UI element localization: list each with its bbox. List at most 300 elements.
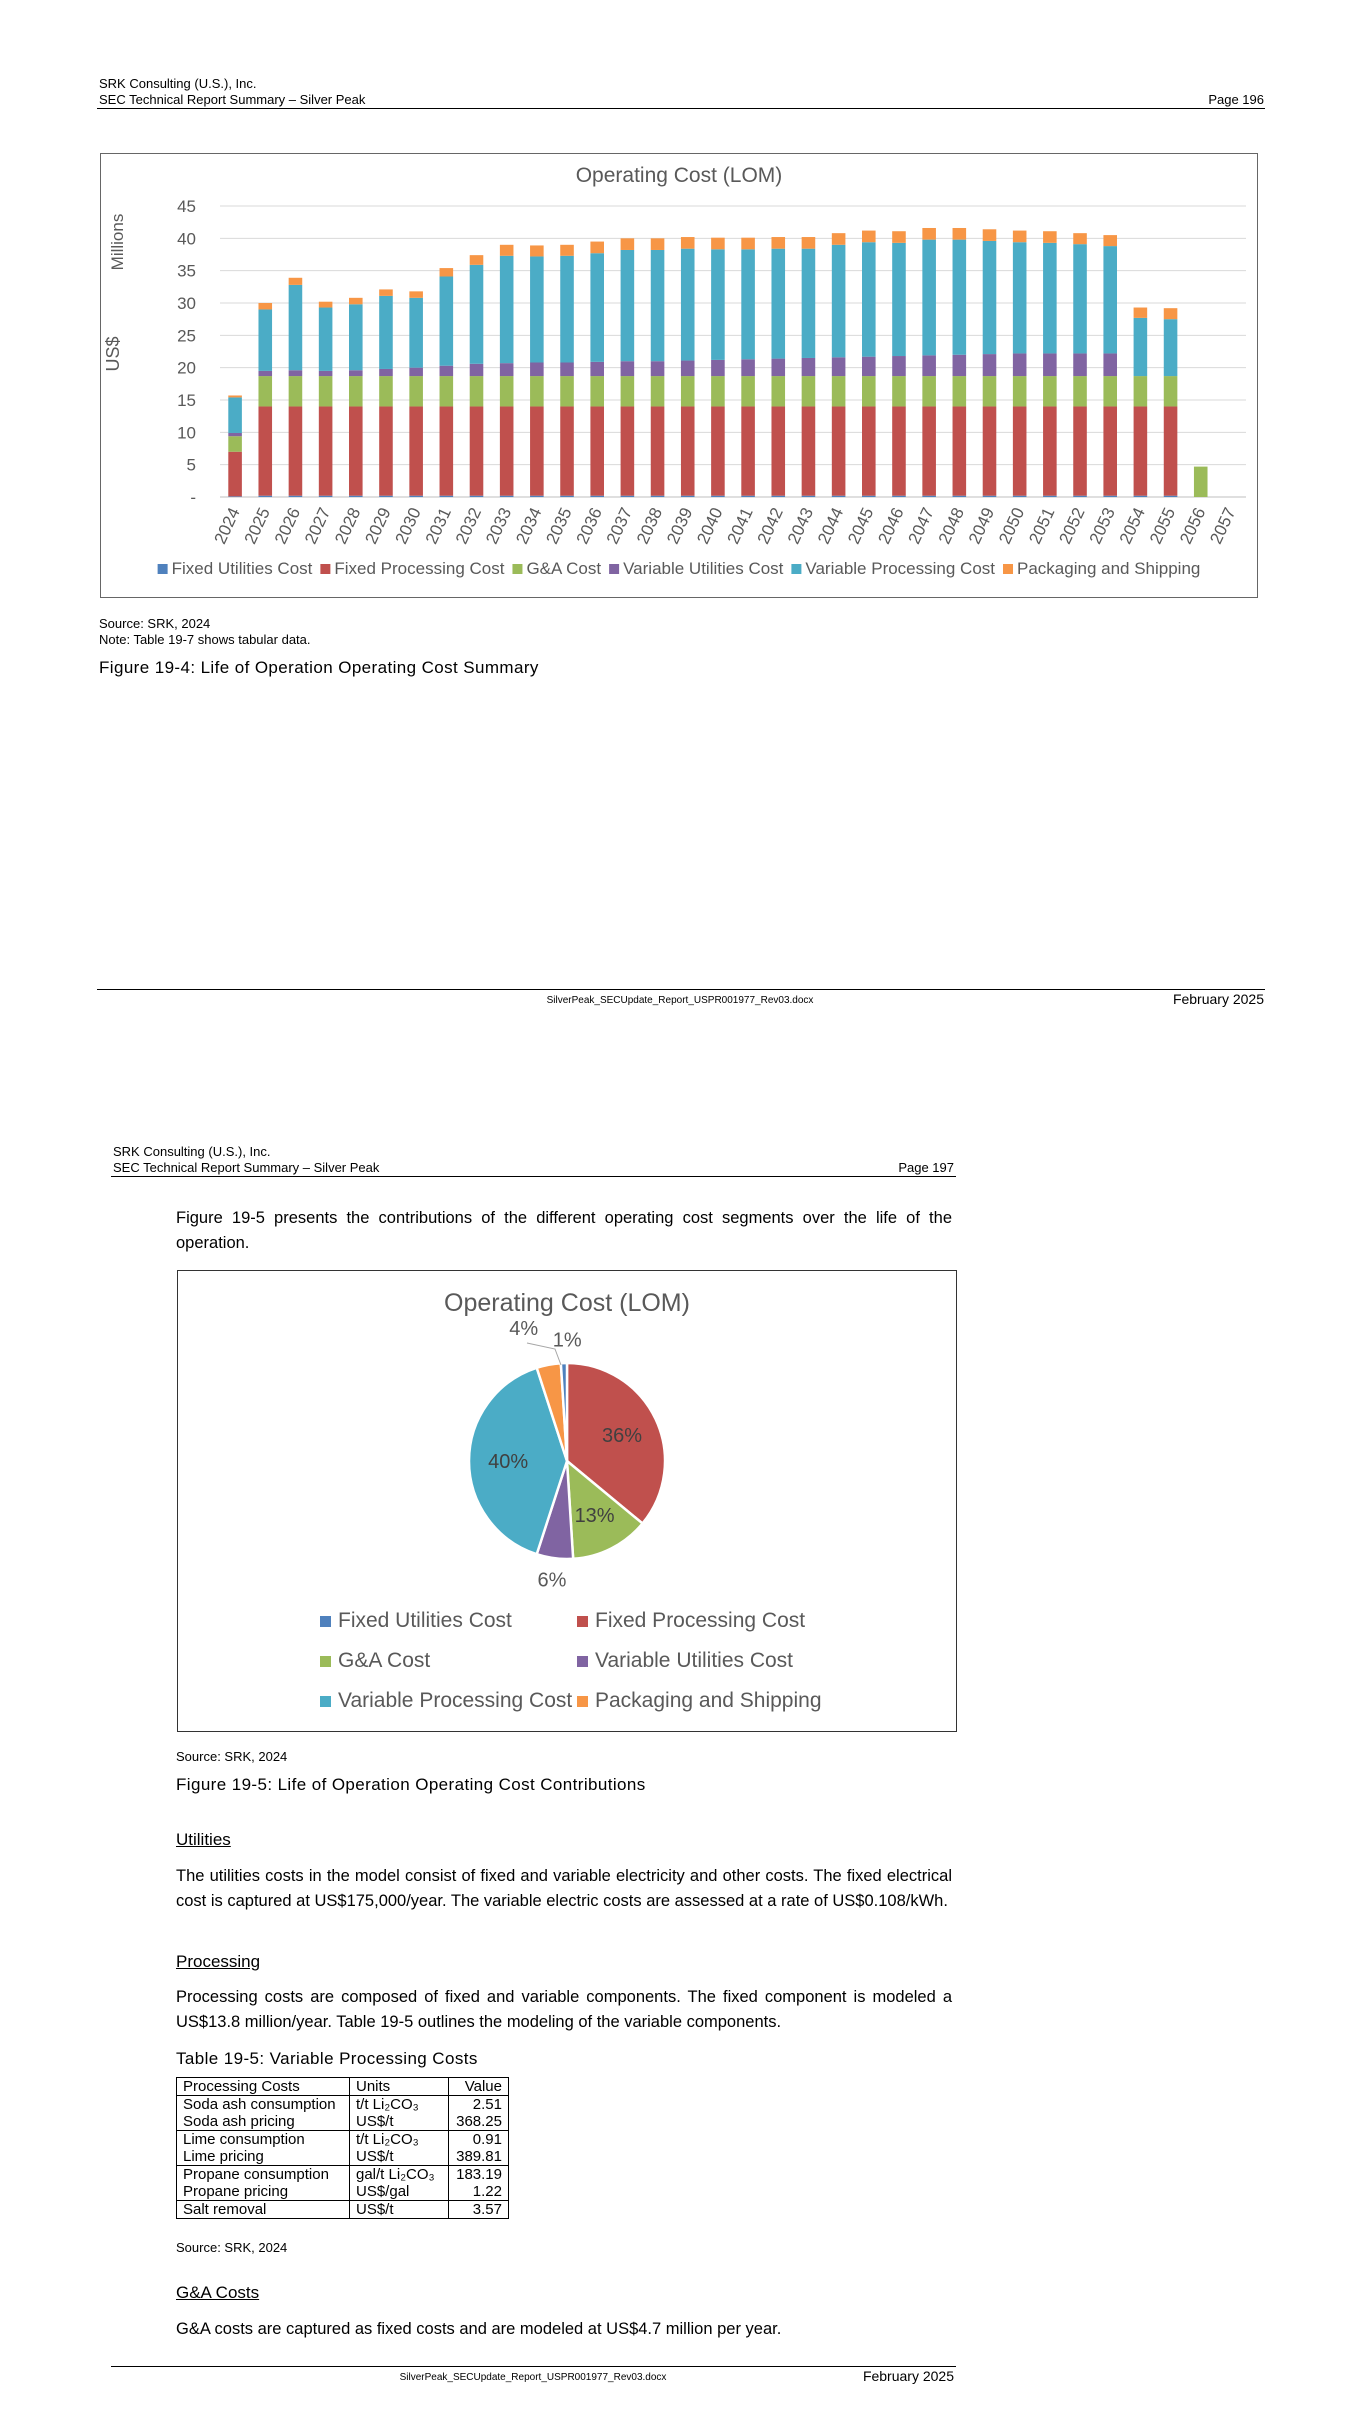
bar-segment [440, 276, 454, 365]
bar-segment [802, 237, 816, 249]
x-tick-label: 2042 [753, 504, 787, 547]
bar-segment [409, 496, 423, 497]
bar-segment [1194, 467, 1208, 497]
pie-legend-swatch [320, 1656, 331, 1667]
pie-legend-swatch [320, 1696, 331, 1707]
x-tick-label: 2050 [995, 504, 1029, 547]
bar-segment [590, 362, 604, 376]
bar-segment [560, 362, 574, 376]
x-tick-label: 2043 [783, 504, 818, 547]
bar-segment [379, 496, 393, 497]
intro-paragraph: Figure 19-5 presents the contributions of the different operating cost segments over the life of the operation. [176, 1209, 952, 1252]
bar-segment [379, 369, 393, 376]
operating-cost-pie-chart [178, 1271, 956, 1731]
table-header-row [177, 2078, 509, 2096]
legend-entry [158, 559, 313, 578]
bar-segment [922, 228, 936, 240]
legend-label: Variable Utilities Cost [623, 559, 784, 578]
pie-chart-title: Operating Cost (LOM) [444, 1289, 690, 1317]
table-header-cell: Processing Costs [177, 2078, 350, 2096]
x-tick-label: 2035 [542, 504, 576, 547]
table-row [177, 2096, 509, 2114]
x-tick-label: 2031 [421, 504, 455, 547]
bar-segment [409, 298, 423, 368]
bar-segment [711, 360, 725, 376]
bar-segment [289, 376, 303, 406]
pie-legend-label: G&A Cost [338, 1649, 431, 1672]
page1-header-report: SEC Technical Report Summary – Silver Peak [99, 92, 366, 107]
bar-segment [440, 366, 454, 376]
bar-segment [892, 496, 906, 497]
bar-segment [1043, 353, 1057, 376]
bar-segment [651, 238, 665, 250]
bar-segment [1073, 406, 1087, 495]
y-tick-label: 15 [177, 391, 196, 410]
bar-segment [258, 303, 272, 309]
bar-segment [379, 296, 393, 369]
bar-segment [1134, 308, 1148, 318]
table-header-cell: Units [350, 2078, 449, 2096]
bar-segment [983, 354, 997, 376]
bar-segment [711, 238, 725, 250]
bar-segment [349, 496, 363, 497]
bar-segment [530, 376, 544, 406]
bar-segment [741, 496, 755, 497]
bar-segment [1103, 406, 1117, 495]
pie-legend-swatch [320, 1616, 331, 1627]
operating-cost-bar-chart [101, 154, 1257, 597]
pie-legend-entry [320, 1689, 572, 1712]
bar-chart-title: Operating Cost (LOM) [575, 164, 783, 187]
bar-segment [802, 358, 816, 376]
bar-segment [440, 496, 454, 497]
pie-data-label: 36% [601, 1425, 642, 1448]
page2-source: Source: SRK, 2024 [176, 1749, 288, 1764]
bar-segment [440, 268, 454, 276]
bar-segment [319, 308, 333, 371]
table-cell: Soda ash consumption [177, 2096, 350, 2114]
bar-segment [1013, 242, 1027, 353]
bar-segment [832, 376, 846, 406]
bar-segment [258, 406, 272, 495]
page1-source: Source: SRK, 2024 [99, 616, 211, 631]
pie-legend-swatch [577, 1616, 588, 1627]
bar-segment [500, 406, 514, 495]
bar-chart-y-label: US$ [103, 336, 123, 372]
bar-segment [832, 245, 846, 358]
x-tick-label: 2057 [1206, 504, 1240, 547]
x-tick-label: 2026 [270, 504, 305, 547]
x-tick-label: 2038 [632, 504, 667, 547]
x-tick-label: 2040 [693, 504, 727, 547]
bar-segment [1013, 231, 1027, 243]
bar-segment [289, 370, 303, 376]
bar-segment [409, 368, 423, 376]
bar-segment [1073, 376, 1087, 406]
bar-segment [560, 245, 574, 256]
x-tick-label: 2025 [240, 504, 274, 547]
bar-segment [530, 362, 544, 376]
legend-label: Fixed Utilities Cost [171, 559, 313, 578]
bar-segment [953, 228, 967, 240]
table-cell: US$/t [350, 2201, 449, 2219]
table-cell: 0.91 [449, 2131, 509, 2149]
pie-legend-entry [577, 1649, 793, 1672]
bar-segment [862, 242, 876, 356]
pie-data-label: 13% [574, 1505, 615, 1528]
x-tick-label: 2056 [1176, 504, 1210, 547]
bar-segment [862, 376, 876, 406]
bar-segment [470, 376, 484, 406]
pie-legend-entry [320, 1609, 512, 1632]
bar-segment [621, 250, 635, 361]
bar-segment [319, 376, 333, 406]
bar-segment [319, 406, 333, 495]
bar-segment [500, 363, 514, 376]
bar-segment [590, 376, 604, 406]
bar-segment [500, 245, 514, 256]
bar-segment [1103, 496, 1117, 497]
table-cell: Lime pricing [177, 2148, 350, 2166]
bar-segment [590, 406, 604, 495]
legend-entry [609, 559, 784, 578]
table-cell: Salt removal [177, 2201, 350, 2219]
bar-segment [500, 376, 514, 406]
bar-segment [771, 496, 785, 497]
bar-segment [651, 361, 665, 376]
y-tick-label: 40 [177, 229, 196, 249]
legend-swatch [791, 564, 801, 574]
ga-heading: G&A Costs [176, 2283, 260, 2302]
bar-segment [228, 496, 242, 497]
page2-footer-filename: SilverPeak_SECUpdate_Report_USPR001977_Rev03.docx [399, 2372, 667, 2383]
table-row [177, 2183, 509, 2201]
table-row [177, 2148, 509, 2166]
bar-segment [832, 357, 846, 376]
x-tick-label: 2045 [844, 504, 878, 547]
table-cell: 389.81 [449, 2148, 509, 2166]
bar-segment [228, 433, 242, 436]
pie-data-label: 1% [552, 1329, 582, 1352]
bar-segment [349, 304, 363, 370]
bar-segment [319, 496, 333, 497]
bar-segment [560, 256, 574, 363]
x-tick-label: 2027 [301, 504, 335, 547]
y-tick-label: 30 [177, 294, 196, 313]
bar-segment [892, 356, 906, 376]
y-tick-label: - [190, 488, 196, 507]
bar-segment [289, 496, 303, 497]
bar-segment [590, 242, 604, 254]
bar-segment [892, 231, 906, 243]
bar-segment [289, 285, 303, 370]
x-tick-label: 2053 [1085, 504, 1119, 547]
page1-figure-caption: Figure 19-4: Life of Operation Operating Cost Summary [99, 658, 539, 677]
bar-segment [651, 406, 665, 495]
bar-segment [711, 496, 725, 497]
bar-segment [1134, 376, 1148, 406]
legend-label: Variable Processing Cost [805, 559, 996, 578]
legend-label: G&A Cost [526, 559, 602, 578]
y-tick-label: 5 [186, 455, 196, 475]
bar-segment [1164, 376, 1178, 406]
bar-segment [349, 376, 363, 406]
bar-segment [832, 496, 846, 497]
page2-figure-caption: Figure 19-5: Life of Operation Operating Cost Contributions [176, 1775, 646, 1794]
legend-label: Fixed Processing Cost [334, 559, 505, 578]
page2-header-company: SRK Consulting (U.S.), Inc. [113, 1144, 271, 1159]
bar-segment [922, 376, 936, 406]
y-tick-label: 45 [177, 197, 196, 216]
page2-header-rule [111, 1176, 956, 1177]
page2-header-report: SEC Technical Report Summary – Silver Peak [113, 1160, 380, 1175]
table-cell: 183.19 [449, 2166, 509, 2184]
pie-legend-label: Packaging and Shipping [595, 1689, 822, 1712]
legend-entry [320, 559, 504, 578]
bar-segment [349, 370, 363, 376]
bar-segment [741, 238, 755, 250]
table-row [177, 2166, 509, 2184]
bar-segment [379, 406, 393, 495]
bar-segment [983, 229, 997, 241]
bar-segment [560, 376, 574, 406]
x-tick-label: 2029 [361, 504, 395, 547]
y-tick-label: 25 [177, 326, 196, 346]
bar-segment [1043, 376, 1057, 406]
bar-segment [1103, 376, 1117, 406]
bar-chart-frame [100, 153, 1258, 598]
bar-segment [560, 496, 574, 497]
bar-segment [530, 245, 544, 256]
x-tick-label: 2047 [904, 504, 938, 547]
bar-segment [590, 253, 604, 362]
pie-legend-entry [320, 1649, 430, 1672]
table-cell: US$/gal [350, 2183, 449, 2201]
legend-swatch [512, 564, 522, 574]
bar-segment [1164, 496, 1178, 497]
page2-header-page-number: Page 197 [898, 1160, 954, 1175]
pie-legend-entry [577, 1689, 822, 1712]
bar-segment [771, 249, 785, 359]
bar-segment [953, 355, 967, 376]
bar-segment [681, 406, 695, 495]
bar-segment [892, 406, 906, 495]
table-cell: 1.22 [449, 2183, 509, 2201]
page1-note: Note: Table 19-7 shows tabular data. [99, 632, 311, 647]
bar-segment [258, 496, 272, 497]
utilities-paragraph: The utilities costs in the model consist of fixed and variable electricity and other costs. The fixed electrical cost is captured at US$175,000/year. The variable electric costs are assessed at a rate of US$0.108/kWh. [176, 1867, 952, 1910]
x-tick-label: 2048 [934, 504, 968, 547]
x-tick-label: 2024 [210, 504, 244, 547]
bar-segment [741, 359, 755, 376]
bar-segment [1073, 233, 1087, 244]
bar-segment [953, 496, 967, 497]
bar-segment [1134, 496, 1148, 497]
bar-segment [1013, 353, 1027, 376]
bar-segment [802, 249, 816, 358]
pie-data-label: 4% [509, 1318, 539, 1341]
page1-footer-rule [97, 989, 1265, 990]
bar-segment [621, 361, 635, 376]
x-tick-label: 2054 [1115, 504, 1150, 547]
table-caption: Table 19-5: Variable Processing Costs [176, 2049, 478, 2068]
bar-segment [621, 376, 635, 406]
bar-segment [470, 364, 484, 376]
bar-segment [228, 436, 242, 452]
bar-segment [922, 355, 936, 376]
bar-segment [470, 255, 484, 265]
bar-segment [349, 406, 363, 495]
pie-legend-label: Fixed Processing Cost [595, 1609, 806, 1632]
bar-segment [319, 302, 333, 308]
bar-segment [1103, 246, 1117, 353]
bar-segment [409, 376, 423, 406]
bar-segment [1164, 406, 1178, 495]
x-tick-label: 2046 [874, 504, 908, 547]
bar-segment [1073, 244, 1087, 353]
pie-legend-label: Fixed Utilities Cost [338, 1609, 512, 1632]
bar-segment [409, 406, 423, 495]
bar-segment [862, 357, 876, 376]
x-tick-label: 2049 [964, 504, 999, 547]
table-cell: t/t Li₂CO₃ [350, 2131, 449, 2149]
table-cell: Propane consumption [177, 2166, 350, 2184]
table-cell: Lime consumption [177, 2131, 350, 2149]
bar-segment [1013, 496, 1027, 497]
page1-header-rule [97, 108, 1265, 109]
legend-entry [791, 559, 995, 578]
pie-legend-swatch [577, 1656, 588, 1667]
x-tick-label: 2033 [482, 504, 516, 547]
bar-segment [983, 241, 997, 354]
table-cell: US$/t [350, 2148, 449, 2166]
bar-segment [983, 376, 997, 406]
x-tick-label: 2044 [814, 504, 848, 547]
bar-segment [953, 406, 967, 495]
bar-segment [1013, 406, 1027, 495]
page1-footer-filename: SilverPeak_SECUpdate_Report_USPR001977_Rev03.docx [546, 995, 814, 1006]
bar-segment [922, 496, 936, 497]
x-tick-label: 2030 [391, 504, 425, 547]
bar-segment [228, 452, 242, 497]
x-tick-label: 2051 [1025, 504, 1059, 547]
bar-segment [228, 395, 242, 397]
bar-segment [681, 237, 695, 249]
bar-segment [349, 298, 363, 304]
legend-swatch [158, 564, 168, 574]
bar-segment [862, 496, 876, 497]
bar-segment [258, 371, 272, 376]
bar-segment [470, 496, 484, 497]
bar-segment [289, 278, 303, 285]
bar-segment [922, 406, 936, 495]
bar-segment [922, 240, 936, 356]
bar-segment [228, 397, 242, 433]
bar-segment [500, 256, 514, 363]
table-cell: Soda ash pricing [177, 2113, 350, 2131]
bar-segment [530, 496, 544, 497]
bar-segment [983, 496, 997, 497]
table-source: Source: SRK, 2024 [176, 2240, 288, 2255]
processing-paragraph: Processing costs are composed of fixed and variable components. The fixed component is modeled a US$13.8 million/year. Table 19-5 outlines the modeling of the variable components. [176, 1988, 952, 2031]
legend-entry [1003, 559, 1200, 578]
bar-segment [711, 249, 725, 360]
table-header-cell: Value [449, 2078, 509, 2096]
bar-segment [802, 406, 816, 495]
bar-segment [741, 406, 755, 495]
x-tick-label: 2028 [331, 504, 365, 547]
x-tick-label: 2037 [602, 504, 637, 547]
bar-segment [953, 376, 967, 406]
x-tick-label: 2032 [451, 504, 486, 547]
page2-footer-date: February 2025 [862, 2368, 954, 2384]
x-tick-label: 2055 [1145, 504, 1180, 547]
bar-segment [470, 406, 484, 495]
page1-header-company: SRK Consulting (U.S.), Inc. [99, 76, 257, 91]
legend-swatch [609, 564, 619, 574]
bar-segment [862, 406, 876, 495]
bar-segment [258, 376, 272, 406]
bar-segment [621, 406, 635, 495]
bar-segment [1134, 318, 1148, 376]
table-cell: Propane pricing [177, 2183, 350, 2201]
bar-segment [651, 496, 665, 497]
table-cell: 368.25 [449, 2113, 509, 2131]
table-cell: 2.51 [449, 2096, 509, 2114]
bar-segment [892, 243, 906, 356]
bar-segment [1073, 353, 1087, 376]
bar-segment [892, 376, 906, 406]
y-tick-label: 10 [177, 423, 196, 443]
bar-segment [560, 406, 574, 495]
bar-segment [1164, 319, 1178, 376]
bar-segment [953, 240, 967, 355]
bar-segment [802, 496, 816, 497]
bar-segment [409, 291, 423, 297]
bar-segment [832, 233, 846, 245]
bar-segment [1043, 243, 1057, 354]
pie-data-label: 40% [488, 1451, 529, 1473]
bar-segment [590, 496, 604, 497]
bar-segment [1164, 308, 1178, 319]
bar-segment [500, 496, 514, 497]
bar-segment [681, 249, 695, 361]
bar-segment [1043, 496, 1057, 497]
bar-segment [379, 289, 393, 295]
bar-segment [681, 361, 695, 377]
table-cell: US$/t [350, 2113, 449, 2131]
legend-entry [512, 559, 601, 578]
legend-label: Packaging and Shipping [1017, 559, 1201, 578]
x-tick-label: 2041 [723, 504, 757, 547]
bar-segment [862, 231, 876, 243]
bar-segment [771, 406, 785, 495]
bar-segment [470, 265, 484, 364]
bar-segment [621, 496, 635, 497]
bar-segment [771, 376, 785, 406]
bar-segment [651, 376, 665, 406]
bar-segment [681, 496, 695, 497]
legend-swatch [320, 564, 330, 574]
bar-segment [1103, 235, 1117, 246]
bar-segment [711, 406, 725, 495]
bar-segment [681, 376, 695, 406]
pie-legend-label: Variable Processing Cost [338, 1689, 573, 1712]
bar-segment [530, 256, 544, 362]
bar-segment [621, 238, 635, 250]
bar-segment [802, 376, 816, 406]
table-cell: 3.57 [449, 2201, 509, 2219]
